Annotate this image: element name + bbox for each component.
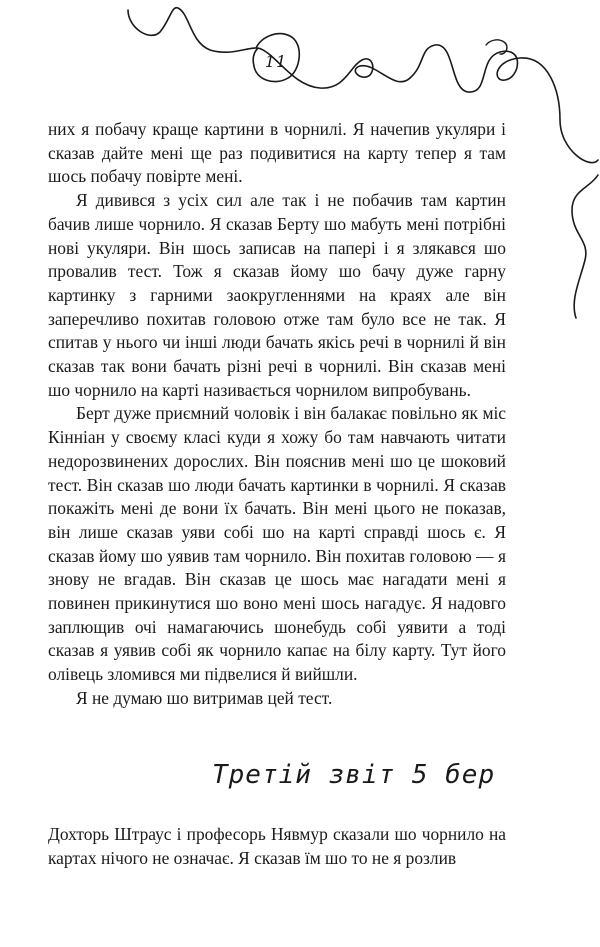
main-text — [48, 118, 506, 711]
section-text — [48, 823, 506, 870]
paragraph: Я дивився з усіх сил але так і не побачив там картин бачив лише чорнило. Я сказав Берту шо мабуть мені потрібні нові укуляри. Він шось записав на папері і я злякався шо провалив тест. Тож я сказав йому шо бачу дуже гарну картинку з гарними заокругленнями на краях але він заперечливо похитав головою отже там було все не так. Я спитав у нього чи інші люди бачать якісь речі в чорнилі й він сказав так вони бачать різні речі в чорнилі. Він сказав мені шо чорнило на карті називається чорнилом випробувань. — [48, 190, 506, 400]
paragraph: Я не думаю шо витримав цей тест. — [76, 687, 333, 708]
page-number: 11 — [264, 52, 288, 71]
paragraph: Дохторь Штраус і професорь Нявмур сказали шо чорнило на картах нічого не означає. Я сказав їм шо то не я розлив — [48, 824, 506, 868]
paragraph: Берт дуже приємний чоловік і він балакає повільно як міс Кінніан у своєму класі куди я хожу бо там навчають читати недорозвинених дорослих. Він пояснив мені шо це шоковий тест. Він сказав шо люди бачать картинки в чорнилі. Я сказав покажіть мені де вони їх бачать. Він мені цього не показав, він лише сказав уяви собі шо на карті справді шось є. Я сказав йому шо уявив там чорнило. Він похитав головою — я знову не вгадав. Він сказав це шось має нагадати мені я повинен прикинутися шо воно мені шось нагадує. Я надовго заплющив очі намагаючись шонебудь собі уявити а тоді сказав я уявив собі як чорнило капає на білу карту. Тут його олівець зломився ми підвелися й вийшли. — [48, 403, 506, 685]
paragraph: них я побачу краще картини в чорнилі. Я начепив укуляри і сказав дайте мені ще раз подивитися на карту тепер я там шось побачу повірте мені. — [48, 119, 506, 187]
section-heading: Третій звіт 5 бер — [212, 760, 496, 790]
